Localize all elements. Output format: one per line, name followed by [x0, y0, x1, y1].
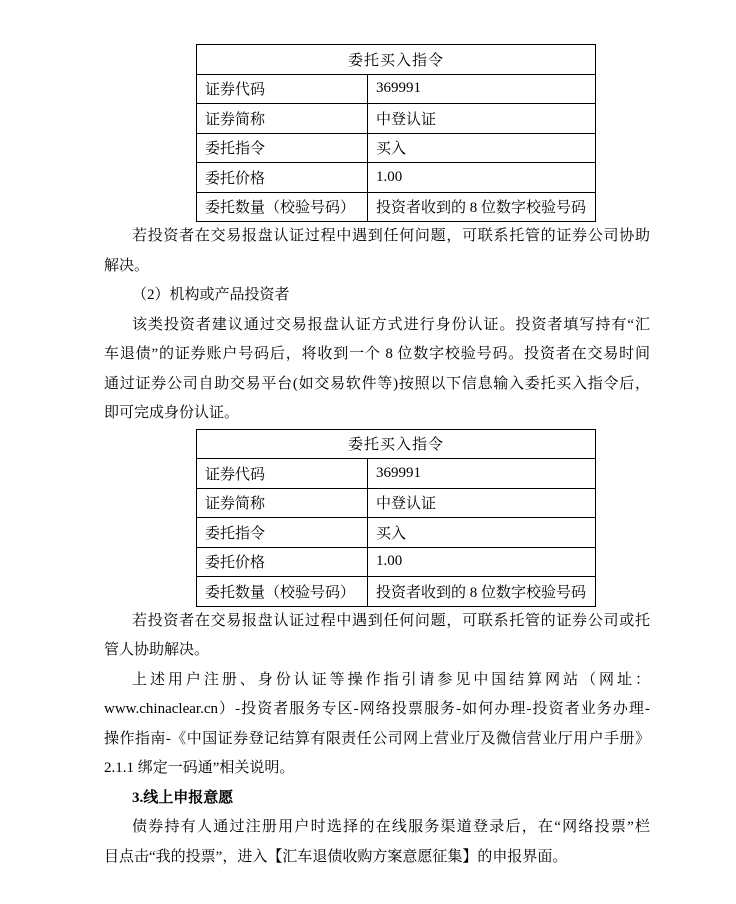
table-row — [197, 163, 596, 193]
row-label: 委托价格 — [197, 163, 368, 193]
row-value: 买入 — [368, 133, 596, 163]
paragraph-line: 即可完成身份认证。 — [104, 405, 240, 421]
paragraph-line: www.chinaclear.cn）-投资者服务专区-网络投票服务-如何办理-投资者业务办理- — [104, 701, 650, 717]
row-label: 证券代码 — [197, 459, 368, 489]
row-label: 委托指令 — [197, 133, 368, 163]
paragraph-line: 2.1.1 绑定一码通”相关说明。 — [104, 760, 295, 776]
row-value: 中登认证 — [368, 104, 596, 134]
row-label: 证券代码 — [197, 74, 368, 104]
table-header-row — [197, 45, 596, 75]
paragraph-line: 债券持有人通过注册用户时选择的在线服务渠道登录后，在“网络投票”栏 — [132, 819, 650, 835]
paragraph-line: 若投资者在交易报盘认证过程中遇到任何问题，可联系托管的证券公司或托 — [132, 612, 650, 629]
row-label: 委托数量（校验号码） — [197, 192, 368, 222]
table-row — [197, 577, 596, 607]
row-value: 369991 — [368, 459, 596, 489]
table-title: 委托买入指令 — [197, 45, 596, 75]
table-row — [197, 74, 596, 104]
table-row — [197, 104, 596, 134]
row-value: 1.00 — [368, 547, 596, 577]
table-row — [197, 192, 596, 222]
paragraph-line: 目点击“我的投票”，进入【汇车退债收购方案意愿征集】的申报界面。 — [104, 848, 568, 865]
row-value: 1.00 — [368, 163, 596, 193]
table-header-row — [197, 429, 596, 459]
order-instruction-table-1 — [196, 44, 596, 222]
row-value: 买入 — [368, 518, 596, 548]
row-value: 中登认证 — [368, 488, 596, 518]
row-label: 委托指令 — [197, 518, 368, 548]
paragraph-line: 该类投资者建议通过交易报盘认证方式进行身份认证。投资者填写持有“汇 — [132, 316, 650, 333]
row-value: 投资者收到的 8 位数字校验号码 — [368, 577, 596, 607]
row-label: 证券简称 — [197, 488, 368, 518]
table-row — [197, 133, 596, 163]
paragraph-line: 通过证券公司自助交易平台(如交易软件等)按照以下信息输入委托买入指令后， — [104, 375, 650, 392]
table-row — [197, 459, 596, 489]
row-label: 委托价格 — [197, 547, 368, 577]
section-heading: 3.线上申报意愿 — [132, 789, 234, 806]
paragraph-line: 管人协助解决。 — [104, 642, 210, 658]
row-label: 委托数量（校验号码） — [197, 577, 368, 607]
paragraph-line: 解决。 — [104, 257, 150, 274]
table-row — [197, 488, 596, 518]
table-title: 委托买入指令 — [197, 429, 596, 459]
paragraph-line: 车退债”的证券账户号码后，将收到一个 8 位数字校验号码。投资者在交易时间 — [104, 346, 650, 362]
table-row — [197, 547, 596, 577]
table-row — [197, 518, 596, 548]
paragraph-line: 上述用户注册、身份认证等操作指引请参见中国结算网站（网址： — [132, 671, 650, 688]
order-instruction-table-2 — [196, 429, 596, 607]
row-value: 369991 — [368, 74, 596, 104]
document-content — [104, 0, 650, 872]
row-label: 证券简称 — [197, 104, 368, 134]
paragraph-line: （2）机构或产品投资者 — [132, 287, 290, 303]
paragraph-line: 操作指南-《中国证券登记结算有限责任公司网上营业厅及微信营业厅用户手册》 — [104, 730, 650, 747]
row-value: 投资者收到的 8 位数字校验号码 — [368, 192, 596, 222]
paragraph-line: 若投资者在交易报盘认证过程中遇到任何问题，可联系托管的证券公司协助 — [132, 228, 650, 244]
